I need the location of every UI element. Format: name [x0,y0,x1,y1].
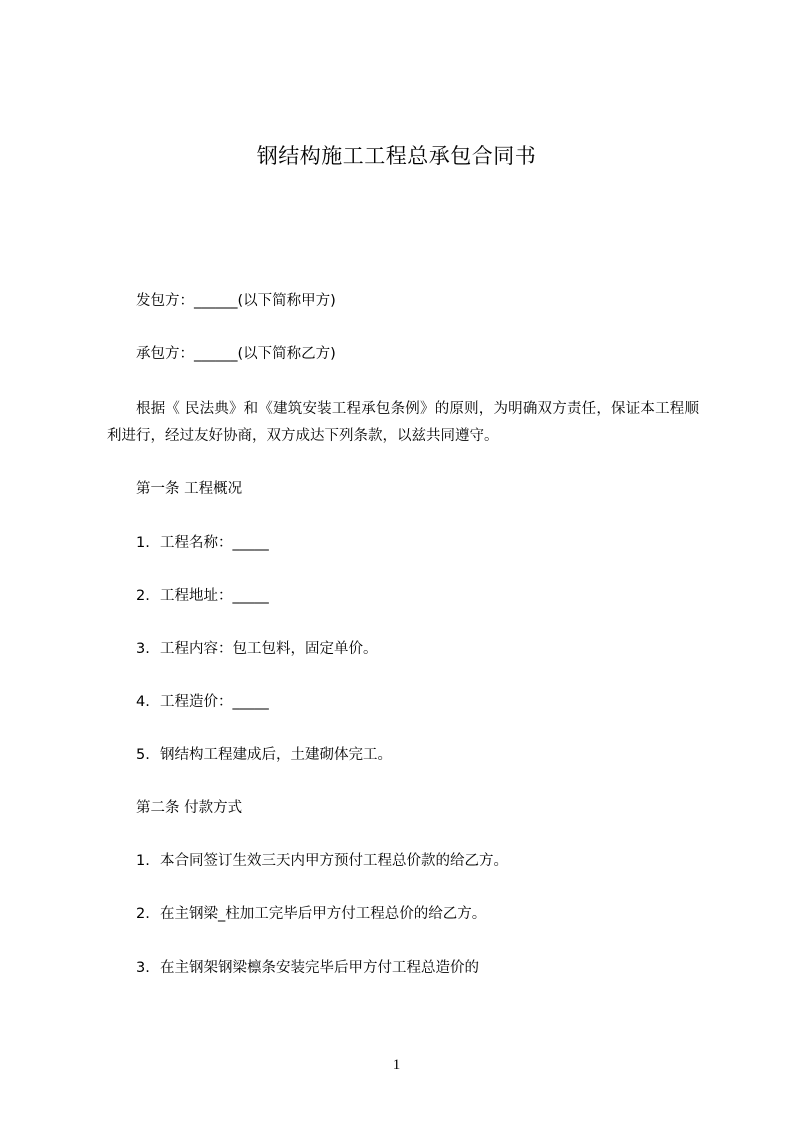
item-text: 钢结构工程建成后，土建砌体完工。 [160,747,392,763]
item-number: 5. [136,747,150,763]
party-a-line: 发包方：______(以下简称甲方) [136,293,336,309]
article-1-heading: 第一条 工程概况 [136,481,243,497]
item-text: 工程造价：_____ [160,694,269,710]
item-number: 3. [136,641,150,657]
item-text: 工程内容：包工包料，固定单价。 [160,641,378,657]
item-number: 1. [136,853,150,869]
article-1-item [136,638,378,660]
item-text: 在主钢架钢梁檩条安装完毕后甲方付工程总造价的 [160,960,479,976]
item-text: 本合同签订生效三天内甲方预付工程总价款的给乙方。 [160,853,508,869]
party-b-line: 承包方：______(以下简称乙方) [136,346,336,362]
item-number: 4. [136,694,150,710]
article-1-item [136,691,269,713]
item-text: 工程名称：_____ [160,535,269,551]
article-1-item [136,585,269,607]
article-1-item [136,532,269,554]
preamble-paragraph: 根据《 民法典》和《建筑安装工程承包条例》的原则，为明确双方责任，保证本工程顺利进行，经过友好协商，双方成达下列条款，以兹共同遵守。 [107,401,699,444]
document-title: 钢结构施工工程总承包合同书 [256,144,537,168]
item-text: 在主钢梁_柱加工完毕后甲方付工程总价的给乙方。 [160,906,487,922]
item-number: 3. [136,960,150,976]
item-number: 2. [136,906,150,922]
article-1-item [136,744,392,766]
article-2-item [136,957,479,979]
article-2-item [136,850,508,872]
item-text: 工程地址：_____ [160,588,269,604]
article-2-heading: 第二条 付款方式 [136,800,243,816]
article-2-item [136,903,486,925]
page-number: 1 [392,1057,401,1073]
item-number: 2. [136,588,150,604]
item-number: 1. [136,535,150,551]
